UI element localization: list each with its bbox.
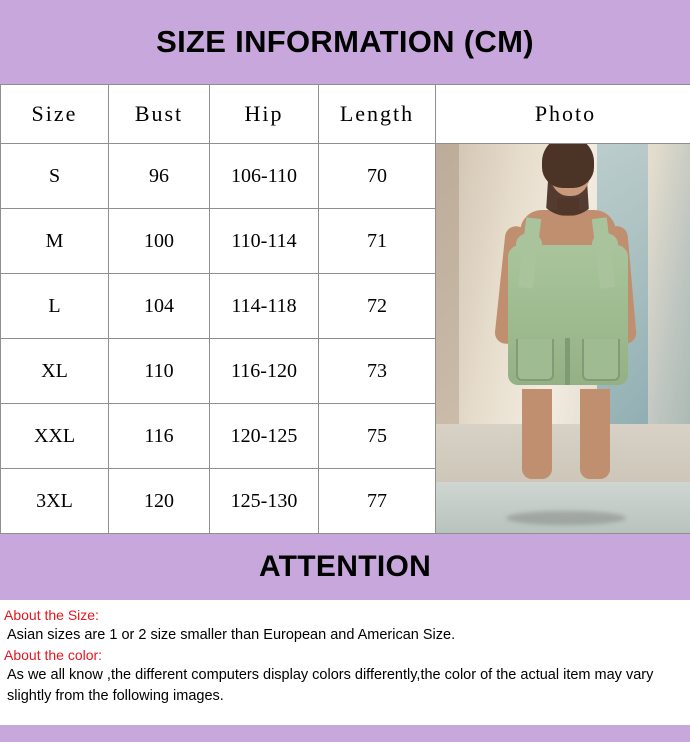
size-information-banner — [0, 0, 690, 84]
cell-bust-l: 104 — [109, 274, 210, 339]
cell-size-xxl: XXL — [1, 404, 109, 469]
attention-banner — [0, 534, 690, 600]
notes-section — [0, 600, 690, 725]
cell-length-s: 70 — [319, 144, 436, 209]
note-heading-size: About the Size: — [4, 607, 99, 623]
cell-hip-xxl: 120-125 — [210, 404, 319, 469]
cell-size-s: S — [1, 144, 109, 209]
cell-length-xl: 73 — [319, 339, 436, 404]
cell-size-l: L — [1, 274, 109, 339]
cell-hip-s: 106-110 — [210, 144, 319, 209]
cell-length-l: 72 — [319, 274, 436, 339]
model-right-leg — [580, 389, 610, 479]
note-text-color: As we all know ,the different computers display colors differently,the color of the actual item may vary slightly from the following images. — [7, 667, 654, 704]
romper-right-knot — [592, 233, 618, 255]
page-title: SIZE INFORMATION (CM) — [156, 24, 534, 59]
column-header-hip: Hip — [210, 85, 319, 144]
column-header-bust: Bust — [109, 85, 210, 144]
column-header-length: Length — [319, 85, 436, 144]
product-photo-cell — [436, 144, 690, 534]
column-header-size: Size — [1, 85, 109, 144]
cell-bust-xl: 110 — [109, 339, 210, 404]
table-row — [1, 144, 690, 209]
model-hair — [542, 144, 594, 188]
cell-hip-l: 114-118 — [210, 274, 319, 339]
size-table — [0, 84, 690, 534]
cell-size-xl: XL — [1, 339, 109, 404]
size-table-container — [0, 84, 690, 534]
table-header-row — [1, 85, 690, 144]
cell-length-3xl: 77 — [319, 469, 436, 534]
attention-title: ATTENTION — [258, 550, 432, 583]
product-photo — [436, 144, 690, 533]
size-table-body — [1, 144, 690, 534]
cell-bust-xxl: 116 — [109, 404, 210, 469]
column-header-photo: Photo — [436, 85, 690, 144]
photo-floor-front — [436, 482, 690, 533]
cell-length-m: 71 — [319, 209, 436, 274]
note-text-size: Asian sizes are 1 or 2 size smaller than European and American Size. — [7, 627, 456, 643]
cell-bust-s: 96 — [109, 144, 210, 209]
model-left-leg — [522, 389, 552, 479]
cell-size-3xl: 3XL — [1, 469, 109, 534]
size-table-header — [1, 85, 690, 144]
cell-bust-3xl: 120 — [109, 469, 210, 534]
cell-hip-xl: 116-120 — [210, 339, 319, 404]
cell-hip-m: 110-114 — [210, 209, 319, 274]
cell-size-m: M — [1, 209, 109, 274]
romper-left-pocket — [516, 339, 554, 381]
romper-right-pocket — [582, 339, 620, 381]
romper-left-knot — [516, 233, 542, 255]
cell-bust-m: 100 — [109, 209, 210, 274]
cell-length-xxl: 75 — [319, 404, 436, 469]
cell-hip-3xl: 125-130 — [210, 469, 319, 534]
note-heading-color: About the color: — [4, 647, 103, 663]
